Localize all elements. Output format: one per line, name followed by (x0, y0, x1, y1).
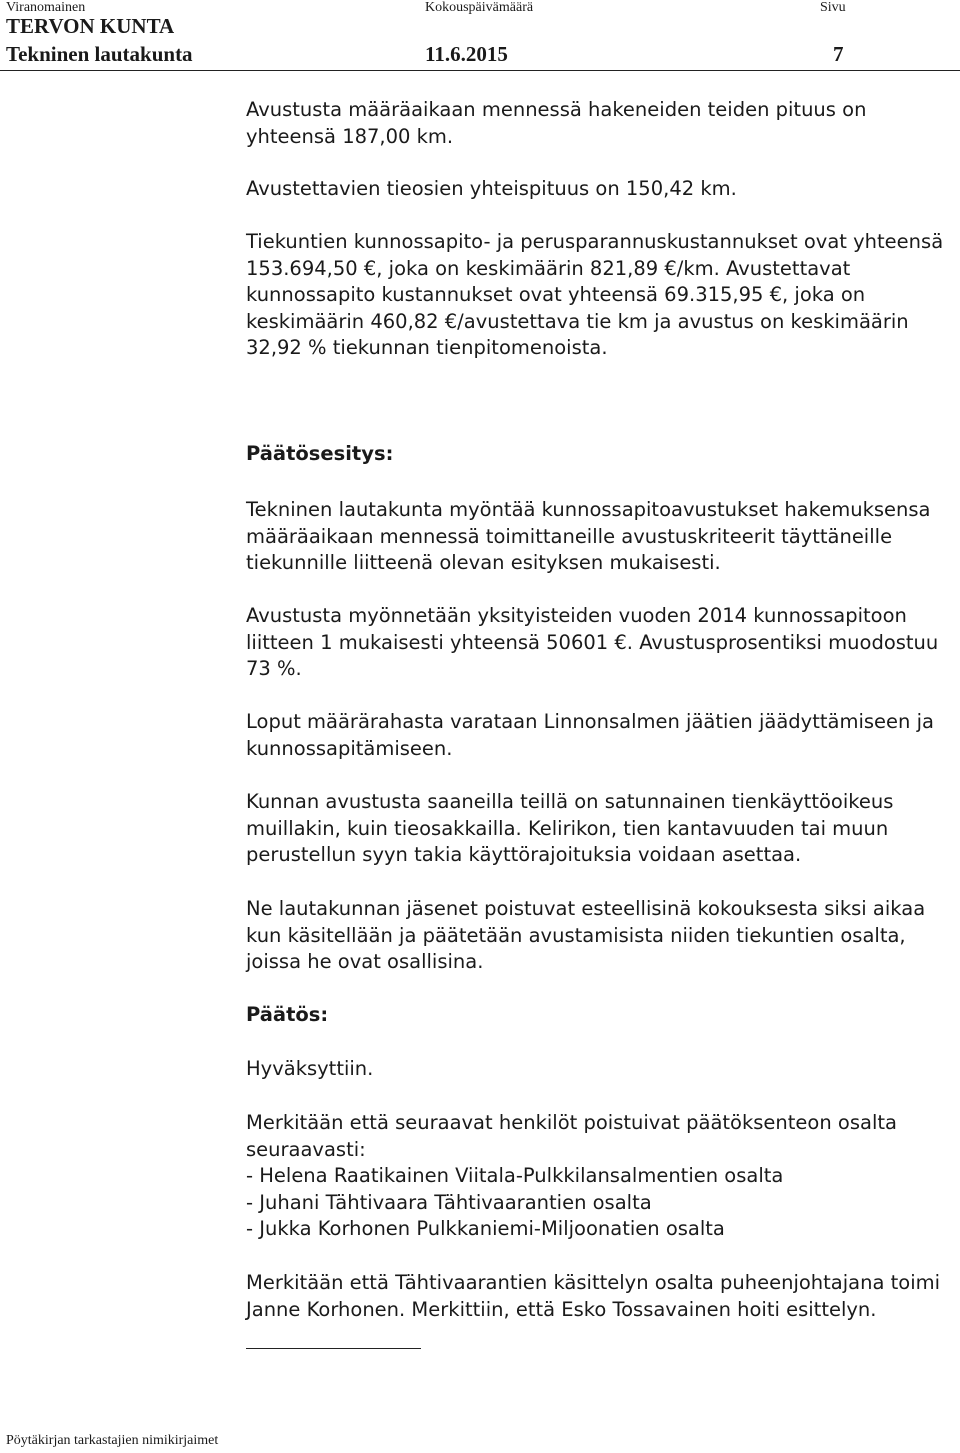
decision-text: Hyväksyttiin. (246, 1057, 374, 1080)
paragraph-total-length: Avustusta määräaikaan mennessä hakeneiden teiden pituus on yhteensä 187,00 km. (246, 98, 867, 148)
paragraph-chair-note: Merkitään että Tähtivaarantien käsittelyn osalta puheenjohtajana toimi Janne Korhonen. Merkittiin, että Esko Tossavainen hoiti esittelyn. (246, 1271, 941, 1321)
paragraph-costs: Tiekuntien kunnossapito- ja perusparannuskustannukset ovat yhteensä 153.694,50 €, joka on keskimäärin 821,89 €/km. Avustettavat kunnossapito kustannukset ovat yhteensä 69.315,95 €, joka on keskimäärin 460,82 €/avustettava tie km ja avustus on keskimäärin 32,92 % tiekunnan tienpitomenoista. (246, 230, 944, 359)
paragraph-disqualified-members: Ne lautakunnan jäsenet poistuvat esteellisinä kokouksesta siksi aikaa kun käsitellään ja päätetään avustamisista niiden tiekuntien osalta, joissa he ovat osallisina. (246, 897, 926, 973)
paragraph-road-usage: Kunnan avustusta saaneilla teillä on satunnainen tienkäyttöoikeus muillakin, kuin tieosakkailla. Kelirikon, tien kantavuuden tai muun perustellun syyn takia käyttörajoituksia voidaan asettaa. (246, 790, 894, 866)
list-item: - Helena Raatikainen Viitala-Pulkkilansalmentien osalta (246, 1164, 784, 1187)
decision-heading: Päätös: (246, 1003, 329, 1026)
list-item: - Juhani Tähtivaara Tähtivaarantien osalta (246, 1191, 652, 1214)
meeting-date: 11.6.2015 (425, 42, 508, 66)
paragraph-grant-amount: Avustusta myönnetään yksityisteiden vuoden 2014 kunnossapitoon liitteen 1 mukaisesti yhteensä 50601 €. Avustusprosentiksi muodostuu 73 %. (246, 604, 939, 680)
org-name: TERVON KUNTA (6, 14, 175, 38)
header-divider (0, 70, 960, 71)
signature-line (246, 1348, 421, 1349)
paragraph-subsidized-length: Avustettavien tieosien yhteispituus on 150,42 km. (246, 177, 737, 200)
list-item: - Jukka Korhonen Pulkkaniemi-Miljoonatien osalta (246, 1217, 725, 1240)
header-page-label: Sivu (820, 0, 846, 15)
footer-initials-label: Pöytäkirjan tarkastajien nimikirjaimet (6, 1433, 219, 1448)
header-date-label: Kokouspäivämäärä (425, 0, 534, 15)
header-authority-label: Viranomainen (6, 0, 86, 15)
paragraph-recusals: Merkitään että seuraavat henkilöt poistuivat päätöksenteon osalta seuraavasti: (246, 1111, 897, 1161)
paragraph-remaining-funds: Loput määrärahasta varataan Linnonsalmen jäätien jäädyttämiseen ja kunnossapitämiseen. (246, 710, 934, 760)
authority-name: Tekninen lautakunta (6, 42, 193, 66)
proposal-heading: Päätösesitys: (246, 442, 394, 465)
paragraph-proposal: Tekninen lautakunta myöntää kunnossapitoavustukset hakemuksensa määräaikaan mennessä toimittaneille avustuskriteerit täyttäneille tiekunnille liitteenä olevan esityksen mukaisesti. (246, 498, 931, 574)
page-number: 7 (833, 42, 844, 66)
